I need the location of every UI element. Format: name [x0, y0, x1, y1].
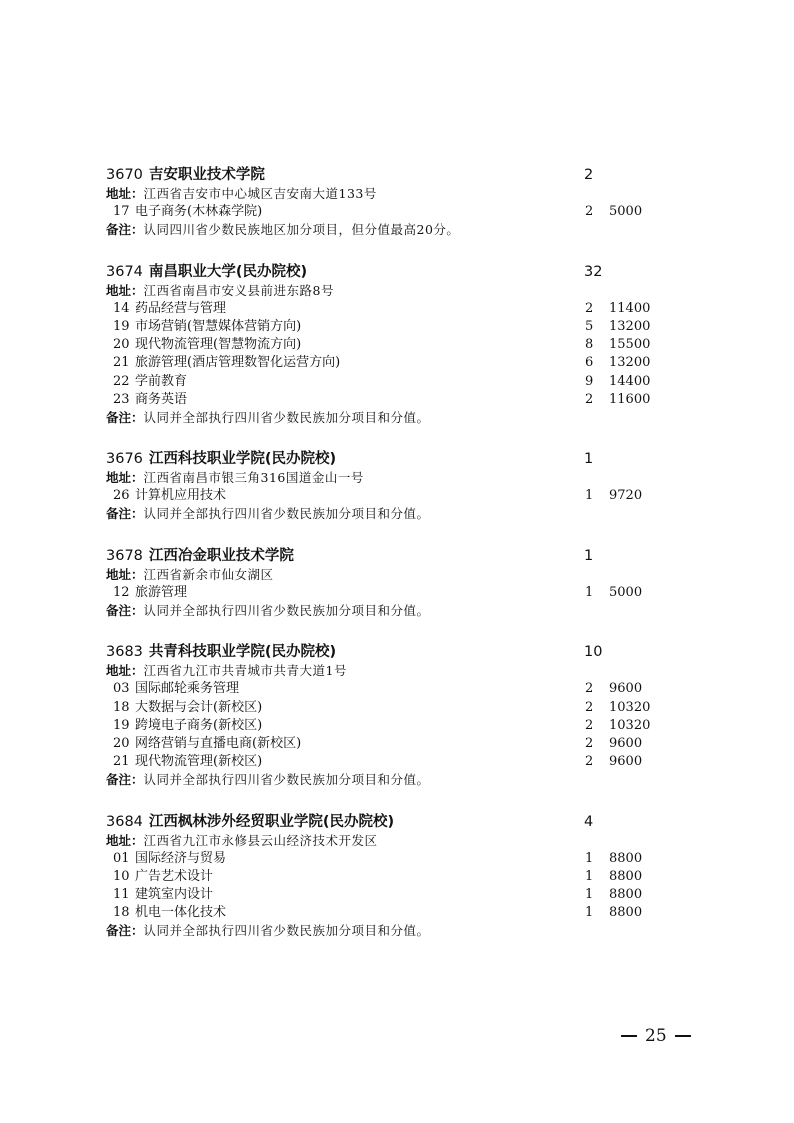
- major-code: 17: [113, 204, 130, 220]
- school-block: [106, 812, 666, 941]
- major-row: [106, 850, 666, 868]
- school-plan-count: 4: [584, 813, 594, 830]
- major-plan: 6: [585, 355, 594, 371]
- school-plan-count: 1: [584, 451, 594, 468]
- school-title-row: [106, 449, 666, 469]
- major-row: [106, 203, 666, 221]
- note-label: 备注：: [106, 409, 144, 425]
- major-name: 电子商务(木林森学院): [135, 204, 263, 220]
- major-code: 21: [113, 754, 130, 770]
- major-code: 12: [113, 584, 130, 600]
- address-row: [106, 566, 666, 584]
- note-row: [106, 602, 666, 620]
- address-row: [106, 282, 666, 300]
- address-row: [106, 832, 666, 850]
- address-text: 江西省南昌市银三角316国道金山一号: [143, 470, 364, 486]
- school-block: [106, 449, 666, 524]
- note-row: [106, 771, 666, 789]
- major-name: 网络营销与直播电商(新校区): [135, 735, 302, 751]
- major-row: [106, 680, 666, 698]
- address-label: 地址：: [106, 566, 144, 582]
- school-block: [106, 165, 666, 240]
- school-code: 3670: [106, 167, 143, 183]
- major-fee: 11400: [609, 300, 651, 316]
- major-name: 现代物流管理(新校区): [135, 754, 263, 770]
- major-name: 机电一体化技术: [135, 905, 227, 921]
- note-label: 备注：: [106, 506, 144, 522]
- major-row: [106, 904, 666, 922]
- school-title-row: [106, 812, 666, 832]
- school-code: 3678: [106, 547, 143, 564]
- major-code: 03: [113, 681, 130, 697]
- major-plan: 2: [585, 735, 594, 751]
- school-code: 3674: [106, 263, 143, 280]
- school-title-row: [106, 642, 666, 662]
- major-row: [106, 391, 666, 409]
- address-row: [106, 185, 666, 203]
- page-number-text: 25: [645, 1026, 667, 1046]
- note-row: [106, 505, 666, 523]
- major-plan: 2: [585, 300, 594, 316]
- address-row: [106, 662, 666, 680]
- school-plan-count: 2: [584, 167, 594, 183]
- school-plan-count: 32: [584, 263, 603, 280]
- major-row: [106, 354, 666, 372]
- note-text: 认同并全部执行四川省少数民族加分项目和分值。: [143, 506, 430, 522]
- major-fee: 9600: [609, 754, 643, 770]
- note-text: 认同并全部执行四川省少数民族加分项目和分值。: [143, 772, 430, 788]
- right-dash: [675, 1035, 691, 1037]
- school-name: 江西枫林涉外经贸职业学院(民办院校): [148, 813, 395, 830]
- major-plan: 1: [585, 887, 594, 903]
- major-name: 计算机应用技术: [135, 488, 227, 504]
- school-block: [106, 642, 666, 789]
- major-fee: 11600: [609, 391, 651, 407]
- school-code: 3684: [106, 813, 143, 830]
- note-text: 认同四川省少数民族地区加分项目，但分值最高20分。: [143, 222, 460, 238]
- major-row: [106, 300, 666, 318]
- major-fee: 13200: [609, 355, 651, 371]
- major-row: [106, 336, 666, 354]
- school-name: 共青科技职业学院(民办院校): [148, 644, 337, 661]
- note-text: 认同并全部执行四川省少数民族加分项目和分值。: [143, 409, 430, 425]
- major-name: 旅游管理(酒店管理数智化运营方向): [135, 355, 341, 371]
- address-label: 地址：: [106, 663, 144, 679]
- major-fee: 8800: [609, 887, 643, 903]
- major-plan: 1: [585, 905, 594, 921]
- major-fee: 8800: [609, 850, 643, 866]
- major-code: 19: [113, 717, 130, 733]
- note-label: 备注：: [106, 222, 144, 238]
- major-row: [106, 487, 666, 505]
- major-fee: 9720: [609, 488, 643, 504]
- major-fee: 5000: [609, 584, 643, 600]
- school-plan-count: 10: [584, 644, 603, 661]
- major-code: 26: [113, 488, 130, 504]
- school-name: 南昌职业大学(民办院校): [148, 263, 308, 280]
- address-text: 江西省吉安市中心城区吉安南大道133号: [143, 186, 377, 201]
- major-row: [106, 699, 666, 717]
- note-label: 备注：: [106, 923, 144, 939]
- major-row: [106, 373, 666, 391]
- school-list: [106, 165, 666, 963]
- major-fee: 14400: [609, 373, 651, 389]
- major-fee: 9600: [609, 735, 643, 751]
- major-name: 商务英语: [135, 391, 188, 407]
- school-name: 吉安职业技术学院: [148, 167, 265, 183]
- major-plan: 2: [585, 699, 594, 715]
- major-code: 01: [113, 850, 130, 866]
- major-fee: 8800: [609, 868, 643, 884]
- note-text: 认同并全部执行四川省少数民族加分项目和分值。: [143, 923, 430, 939]
- address-label: 地址：: [106, 282, 144, 298]
- major-name: 学前教育: [135, 373, 188, 389]
- address-label: 地址：: [106, 186, 144, 201]
- major-name: 现代物流管理(智慧物流方向): [135, 337, 302, 353]
- major-row: [106, 318, 666, 336]
- note-row: [106, 221, 666, 239]
- major-row: [106, 886, 666, 904]
- note-row: [106, 922, 666, 940]
- address-text: 江西省九江市共青城市共青大道1号: [143, 663, 347, 679]
- school-block: [106, 262, 666, 428]
- note-label: 备注：: [106, 603, 144, 618]
- major-plan: 1: [585, 868, 594, 884]
- address-text: 江西省九江市永修县云山经济技术开发区: [143, 832, 378, 848]
- major-code: 18: [113, 905, 130, 921]
- major-fee: 8800: [609, 905, 643, 921]
- major-code: 22: [113, 373, 130, 389]
- major-plan: 2: [585, 754, 594, 770]
- address-label: 地址：: [106, 832, 144, 848]
- note-label: 备注：: [106, 772, 144, 788]
- major-code: 20: [113, 337, 130, 353]
- major-row: [106, 717, 666, 735]
- major-fee: 13200: [609, 318, 651, 334]
- address-text: 江西省新余市仙女湖区: [143, 566, 274, 582]
- major-code: 19: [113, 318, 130, 334]
- major-code: 11: [113, 887, 130, 903]
- major-code: 20: [113, 735, 130, 751]
- major-name: 跨境电子商务(新校区): [135, 717, 263, 733]
- major-plan: 1: [585, 488, 594, 504]
- major-plan: 9: [585, 373, 594, 389]
- school-title-row: [106, 262, 666, 282]
- school-block: [106, 546, 666, 621]
- school-title-row: [106, 546, 666, 566]
- major-row: [106, 584, 666, 602]
- major-name: 药品经营与管理: [135, 300, 227, 316]
- major-plan: 2: [585, 204, 594, 220]
- note-row: [106, 409, 666, 427]
- major-code: 21: [113, 355, 130, 371]
- school-name: 江西科技职业学院(民办院校): [148, 451, 337, 468]
- major-fee: 10320: [609, 717, 651, 733]
- major-code: 23: [113, 391, 130, 407]
- school-plan-count: 1: [584, 547, 594, 564]
- address-text: 江西省南昌市安义县前进东路8号: [143, 282, 334, 298]
- major-plan: 2: [585, 391, 594, 407]
- major-fee: 9600: [609, 681, 643, 697]
- major-row: [106, 753, 666, 771]
- major-plan: 8: [585, 337, 594, 353]
- major-name: 建筑室内设计: [135, 887, 214, 903]
- major-name: 市场营销(智慧媒体营销方向): [135, 318, 302, 334]
- school-code: 3683: [106, 644, 143, 661]
- major-row: [106, 868, 666, 886]
- major-name: 广告艺术设计: [135, 868, 214, 884]
- school-code: 3676: [106, 451, 143, 468]
- address-row: [106, 469, 666, 487]
- major-code: 10: [113, 868, 130, 884]
- major-fee: 5000: [609, 204, 643, 220]
- page-number: [621, 1025, 691, 1047]
- major-name: 国际经济与贸易: [135, 850, 227, 866]
- major-plan: 2: [585, 717, 594, 733]
- major-name: 旅游管理: [135, 584, 188, 600]
- major-code: 18: [113, 699, 130, 715]
- major-plan: 1: [585, 584, 594, 600]
- major-name: 国际邮轮乘务管理: [135, 681, 240, 697]
- major-fee: 15500: [609, 337, 651, 353]
- major-code: 14: [113, 300, 130, 316]
- major-name: 大数据与会计(新校区): [135, 699, 263, 715]
- left-dash: [621, 1035, 637, 1037]
- note-text: 认同并全部执行四川省少数民族加分项目和分值。: [143, 603, 430, 618]
- school-name: 江西冶金职业技术学院: [148, 547, 294, 564]
- school-title-row: [106, 165, 666, 185]
- major-fee: 10320: [609, 699, 651, 715]
- major-plan: 2: [585, 681, 594, 697]
- major-plan: 5: [585, 318, 594, 334]
- major-plan: 1: [585, 850, 594, 866]
- address-label: 地址：: [106, 470, 144, 486]
- major-row: [106, 735, 666, 753]
